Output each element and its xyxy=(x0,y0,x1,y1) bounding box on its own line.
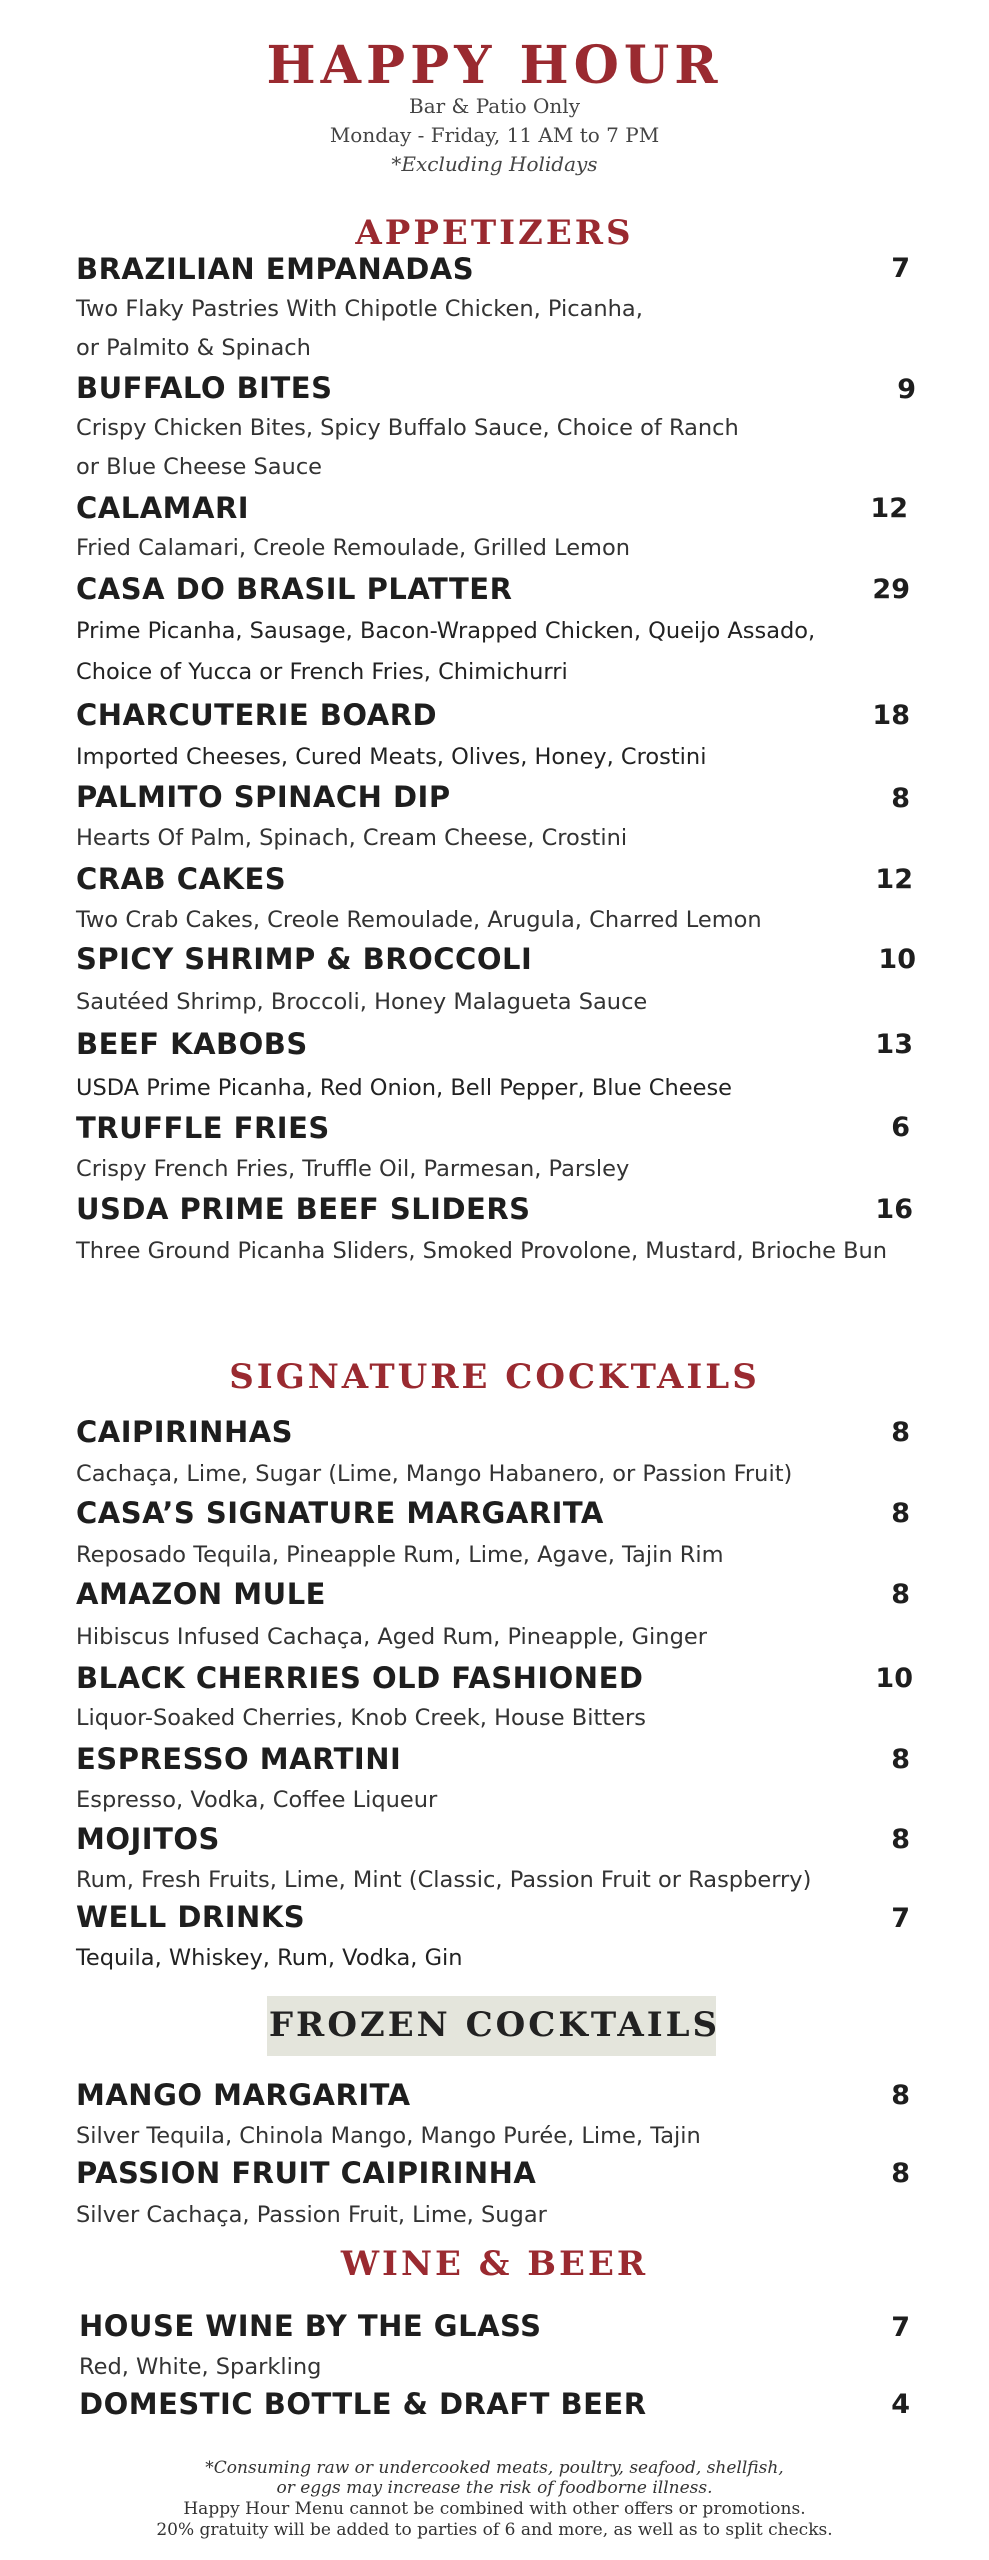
menu-item-price: 7 xyxy=(891,2312,910,2343)
menu-item-name: MOJITOS xyxy=(76,1822,220,1856)
menu-item-name: PALMITO SPINACH DIP xyxy=(76,780,451,814)
menu-item-desc: Cachaça, Lime, Sugar (Lime, Mango Habanero, or Passion Fruit) xyxy=(76,1461,793,1487)
menu-item-price: 18 xyxy=(872,700,910,731)
page-subtitle: Bar & Patio Only xyxy=(409,94,580,118)
menu-item-price: 12 xyxy=(875,864,913,895)
menu-item-desc: Tequila, Whiskey, Rum, Vodka, Gin xyxy=(76,1945,463,1971)
menu-item-price: 10 xyxy=(878,944,916,975)
menu-item-name: MANGO MARGARITA xyxy=(76,2078,411,2112)
menu-item-name: BLACK CHERRIES OLD FASHIONED xyxy=(76,1661,644,1695)
menu-item-desc: Two Crab Cakes, Creole Remoulade, Arugula, Charred Lemon xyxy=(76,907,762,933)
menu-item-desc: Imported Cheeses, Cured Meats, Olives, Honey, Crostini xyxy=(76,744,707,770)
menu-item-price: 13 xyxy=(875,1029,913,1060)
menu-item-price: 7 xyxy=(891,1903,910,1934)
menu-item-name: WELL DRINKS xyxy=(76,1900,306,1934)
menu-item-price: 8 xyxy=(891,783,910,814)
menu-item-desc: or Palmito & Spinach xyxy=(76,335,311,361)
menu-item-name: ESPRESSO MARTINI xyxy=(76,1742,402,1776)
menu-item-price: 8 xyxy=(891,1824,910,1855)
menu-item-desc: Fried Calamari, Creole Remoulade, Grilled Lemon xyxy=(76,535,630,561)
menu-item-desc: Hibiscus Infused Cachaça, Aged Rum, Pineapple, Ginger xyxy=(76,1624,707,1650)
menu-item-name: DOMESTIC BOTTLE & DRAFT BEER xyxy=(79,2387,647,2421)
menu-item-name: CASA’S SIGNATURE MARGARITA xyxy=(76,1496,604,1530)
menu-item-name: HOUSE WINE BY THE GLASS xyxy=(79,2309,542,2343)
wine-beer-title: WINE & BEER xyxy=(340,2244,649,2284)
cocktails-title: SIGNATURE COCKTAILS xyxy=(229,1357,760,1397)
menu-item-desc: Sautéed Shrimp, Broccoli, Honey Malagueta Sauce xyxy=(76,989,648,1015)
menu-item-name: CAIPIRINHAS xyxy=(76,1415,294,1449)
menu-item-name: CASA DO BRASIL PLATTER xyxy=(76,572,513,606)
menu-item-price: 8 xyxy=(891,1498,910,1529)
menu-item-price: 8 xyxy=(891,1579,910,1610)
menu-item-price: 8 xyxy=(891,2080,910,2111)
menu-item-desc: Espresso, Vodka, Coffee Liqueur xyxy=(76,1787,438,1813)
holiday-note: *Excluding Holidays xyxy=(391,152,598,176)
menu-item-price: 16 xyxy=(875,1194,913,1225)
menu-item-price: 4 xyxy=(891,2389,910,2420)
menu-item-desc: Prime Picanha, Sausage, Bacon-Wrapped Chicken, Queijo Assado, xyxy=(76,618,816,644)
menu-item-desc: Silver Tequila, Chinola Mango, Mango Purée, Lime, Tajin xyxy=(76,2123,701,2149)
menu-item-name: BEEF KABOBS xyxy=(76,1027,308,1061)
menu-item-desc: Silver Cachaça, Passion Fruit, Lime, Sugar xyxy=(76,2202,547,2228)
menu-item-name: CALAMARI xyxy=(76,491,250,525)
menu-item-price: 8 xyxy=(891,1744,910,1775)
menu-item-desc: Rum, Fresh Fruits, Lime, Mint (Classic, Passion Fruit or Raspberry) xyxy=(76,1867,812,1893)
menu-item-name: TRUFFLE FRIES xyxy=(76,1111,330,1145)
footer-line: or eggs may increase the risk of foodborne illness. xyxy=(276,2478,713,2498)
page-title: HAPPY HOUR xyxy=(266,35,723,96)
menu-item-name: AMAZON MULE xyxy=(76,1577,326,1611)
menu-item-desc: Crispy French Fries, Truffle Oil, Parmesan, Parsley xyxy=(76,1156,630,1182)
menu-item-desc: Reposado Tequila, Pineapple Rum, Lime, Agave, Tajin Rim xyxy=(76,1542,724,1568)
menu-item-desc: Red, White, Sparkling xyxy=(79,2354,322,2380)
menu-item-price: 9 xyxy=(897,374,916,405)
menu-item-price: 8 xyxy=(891,1417,910,1448)
menu-item-price: 10 xyxy=(875,1663,913,1694)
frozen-title: FROZEN COCKTAILS xyxy=(268,2005,721,2045)
menu-item-name: CHARCUTERIE BOARD xyxy=(76,698,438,732)
menu-item-name: SPICY SHRIMP & BROCCOLI xyxy=(76,942,533,976)
menu-item-price: 6 xyxy=(891,1112,910,1143)
menu-item-price: 8 xyxy=(891,2158,910,2189)
menu-item-name: PASSION FRUIT CAIPIRINHA xyxy=(76,2156,537,2190)
menu-item-name: BRAZILIAN EMPANADAS xyxy=(76,252,475,286)
hours-text: Monday - Friday, 11 AM to 7 PM xyxy=(329,123,660,147)
menu-item-name: BUFFALO BITES xyxy=(76,371,333,405)
menu-item-desc: Two Flaky Pastries With Chipotle Chicken, Picanha, xyxy=(76,296,643,322)
footer-line: *Consuming raw or undercooked meats, poultry, seafood, shellfish, xyxy=(205,2458,784,2478)
appetizers-title: APPETIZERS xyxy=(355,213,634,253)
footer-line: 20% gratuity will be added to parties of 6 and more, as well as to split checks. xyxy=(156,2520,833,2540)
menu-item-desc: Liquor-Soaked Cherries, Knob Creek, House Bitters xyxy=(76,1705,646,1731)
menu-item-desc: Crispy Chicken Bites, Spicy Buffalo Sauce, Choice of Ranch xyxy=(76,415,739,441)
menu-item-desc: Choice of Yucca or French Fries, Chimichurri xyxy=(76,659,568,685)
menu-item-price: 12 xyxy=(870,493,908,524)
menu-item-name: USDA PRIME BEEF SLIDERS xyxy=(76,1192,531,1226)
footer-line: Happy Hour Menu cannot be combined with other offers or promotions. xyxy=(183,2499,806,2519)
menu-item-desc: Three Ground Picanha Sliders, Smoked Provolone, Mustard, Brioche Bun xyxy=(76,1238,888,1264)
menu-item-price: 7 xyxy=(891,253,910,284)
menu-item-desc: Hearts Of Palm, Spinach, Cream Cheese, Crostini xyxy=(76,825,628,851)
menu-item-desc: or Blue Cheese Sauce xyxy=(76,454,323,480)
menu-item-price: 29 xyxy=(872,574,910,605)
menu-item-name: CRAB CAKES xyxy=(76,862,287,896)
menu-item-desc: USDA Prime Picanha, Red Onion, Bell Pepper, Blue Cheese xyxy=(76,1075,733,1101)
